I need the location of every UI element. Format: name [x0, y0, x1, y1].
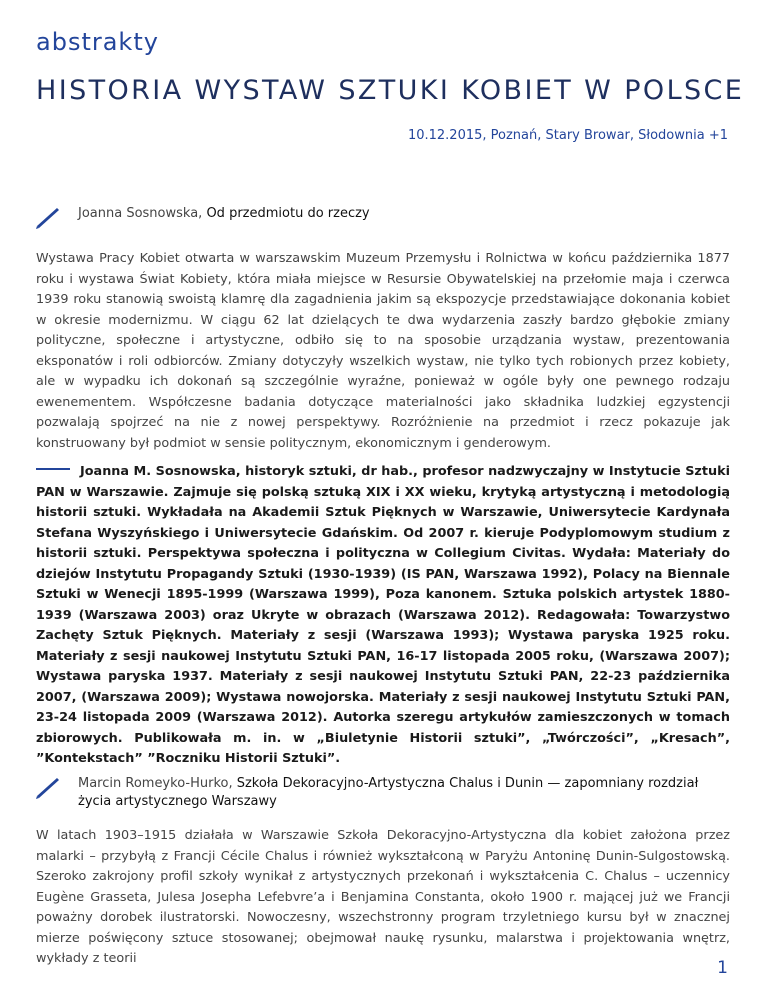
abstract-text: Wystawa Pracy Kobiet otwarta w warszawskim Muzeum Przemysłu i Rolnictwa w końcu października 1877 roku i wystawa Świat Kobiety, która miała miejsce w Resursie Obywatelskiej na przełomie maja i czerwca 1939 roku stanowią swoistą klamrę dla zagadnienia jakim są ekspozycje przedstawiające dokonania kobiet w okresie modernizmu. W ciągu 62 lat dzielących te dwa wydarzenia zaszły bardzo głębokie zmiany polityczne, społeczne i artystyczne, odbiło się to na sposobie urządzania wystaw, prezentowania eksponatów i roli odbiorców. Zmiany dotyczyły wszelkich wystaw, nie tylko tych robionych przez kobiety, ale w wypadku ich dokonań są szczególnie wyraźne, ponieważ w ogóle były one pewnego rodzaju ewenementem. Współczesne badania dotyczące materialności jako składnika ludzkiej egzystencji pozwalają spojrzeć na nie z nowej perspektywy. Rozróżnienie na przedmiot i rzecz pokazuje jak konstruowany był podmiot w sensie politycznym, ekonomicznym i genderowym.	[36, 251, 730, 451]
paper-title: Szkoła Dekoracyjno-Artystyczna Chalus i Dunin — zapomniany rozdział życia artystycznego Warszawy	[78, 776, 699, 809]
bio-dash-marker	[36, 468, 70, 470]
author-name: Marcin Romeyko-Hurko,	[78, 776, 233, 791]
author-bio	[36, 462, 730, 770]
paper-title: Od przedmiotu do rzeczy	[206, 206, 370, 221]
document-title: HISTORIA WYSTAW SZTUKI KOBIET W POLSCE	[36, 75, 745, 106]
abstract-text: W latach 1903–1915 działała w Warszawie Szkoła Dekoracyjno-Artystyczna dla kobiet założona przez malarki – przybyłą z Francji Cécile Chalus i również wykształconą w Paryżu Antoninę Dunin-Sulgostowską. Szeroko zakrojony profil szkoły wynikał z artystycznych przekonań i wykształcenia C. Chalus – uczennicy Eugène Grasseta, Julesa Josepha Lefebvre’a i Benjamina Constanta, około 1900 r. mającej już we Francji poważny dorobek ilustratorski. Nowoczesny, wszechstronny program trzyletniego kursu był w znacznej mierze poświęcony sztuce stosowanej; obejmował naukę rysunku, malarstwa i projektowania wnętrz, wykłady z teorii	[36, 828, 730, 966]
author-name: Joanna Sosnowska,	[78, 206, 203, 221]
kicker-label: abstrakty	[36, 28, 159, 56]
page-number: 1	[717, 958, 728, 978]
section-heading	[36, 775, 730, 811]
event-info: 10.12.2015, Poznań, Stary Browar, Słodownia +1	[407, 128, 728, 143]
section-heading	[36, 205, 730, 223]
bio-text: Joanna M. Sosnowska, historyk sztuki, dr hab., profesor nadzwyczajny w Instytucie Sztuki PAN w Warszawie. Zajmuje się polską sztuką XIX i XX wieku, krytyką artystyczną i metodologią historii sztuki. Wykładała na Akademii Sztuk Pięknych w Warszawie, Uniwersytecie Kardynała Stefana Wyszyńskiego i Uniwersytecie Gdańskim. Od 2007 r. kieruje Podyplomowym studium z historii sztuki. Perspektywa społeczna i polityczna w Collegium Civitas. Wydała: Materiały do dziejów Instytutu Propagandy Sztuki (1930-1939) (IS PAN, Warszawa 1992), Polacy na Biennale Sztuki w Wenecji 1895-1999 (Warszawa 1999), Poza kanonem. Sztuka polskich artystek 1880-1939 (Warszawa 2003) oraz Ukryte w obrazach (Warszawa 2012). Redagowała: Towarzystwo Zachęty Sztuk Pięknych. Materiały z sesji (Warszawa 1993); Wystawa paryska 1925 roku. Materiały z sesji naukowej Instytutu Sztuki PAN, 16-17 listopada 2005 roku, (Warszawa 2007); Wystawa paryska 1937. Materiały z sesji naukowej Instytutu Sztuki PAN, 22-23 października 2007, (Warszawa 2009); Wystawa nowojorska. Materiały z sesji naukowej Instytutu Sztuki PAN, 23-24 listopada 2009 (Warszawa 2012). Autorka szeregu artykułów zamieszczonych w tomach zbiorowych. Publikowała m. in. w „Biuletynie Historii sztuki”, „Twórczości”, „Kresach”, ”Kontekstach” ”Roczniku Historii Sztuki”.	[36, 464, 730, 766]
pen-icon	[36, 775, 60, 799]
pen-icon	[36, 205, 60, 229]
